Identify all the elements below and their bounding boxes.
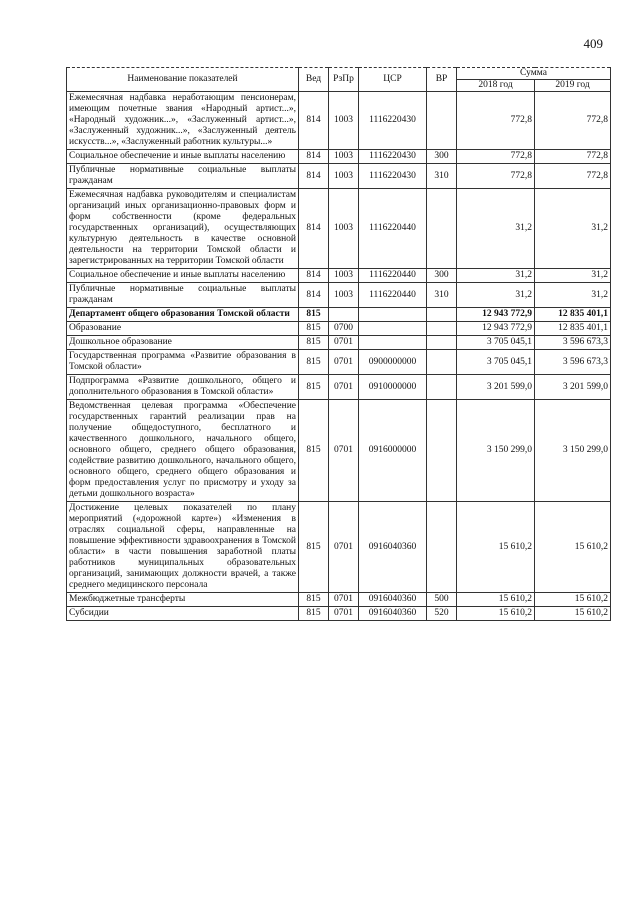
row-amount-2018: 3 705 045,1 [457, 336, 535, 350]
row-rzpr: 1003 [329, 189, 359, 269]
row-csr: 1116220440 [359, 283, 427, 308]
row-amount-2018: 3 201 599,0 [457, 375, 535, 400]
row-ved: 815 [299, 322, 329, 336]
row-ved: 814 [299, 189, 329, 269]
row-amount-2019: 3 150 299,0 [535, 400, 611, 502]
row-csr: 0910000000 [359, 375, 427, 400]
row-amount-2019: 12 835 401,1 [535, 308, 611, 322]
row-ved: 815 [299, 502, 329, 593]
row-rzpr: 1003 [329, 150, 359, 164]
row-name: Государственная программа «Развитие образования в Томской области» [67, 350, 299, 375]
row-vr [427, 375, 457, 400]
row-csr [359, 308, 427, 322]
row-ved: 815 [299, 375, 329, 400]
row-amount-2018: 12 943 772,9 [457, 308, 535, 322]
row-vr [427, 400, 457, 502]
row-vr [427, 336, 457, 350]
row-amount-2019: 3 201 599,0 [535, 375, 611, 400]
row-amount-2019: 3 596 673,3 [535, 350, 611, 375]
row-csr [359, 336, 427, 350]
table-row [67, 308, 611, 322]
row-amount-2018: 772,8 [457, 92, 535, 150]
row-csr: 1116220430 [359, 164, 427, 189]
table-row [67, 283, 611, 308]
header-sum: Сумма [457, 68, 611, 80]
header-name: Наименование показателей [67, 68, 299, 92]
row-name: Социальное обеспечение и иные выплаты населению [67, 150, 299, 164]
header-year-2018: 2018 год [457, 80, 535, 92]
row-vr: 310 [427, 283, 457, 308]
table-row [67, 269, 611, 283]
row-amount-2019: 772,8 [535, 92, 611, 150]
table-row [67, 350, 611, 375]
row-amount-2018: 31,2 [457, 269, 535, 283]
row-name: Ведомственная целевая программа «Обеспечение государственных гарантий реализации прав на получение общедоступного, бесплатного и качественного дошкольного, начального общего, основного общего, среднего общего образования, содействие развитию дошкольного, начального общего, основного общего, среднего общего образования и форм предоставления услуг по присмотру и уходу за детьми дошкольного возраста» [67, 400, 299, 502]
row-rzpr: 0701 [329, 375, 359, 400]
row-csr: 1116220430 [359, 150, 427, 164]
row-amount-2019: 3 596 673,3 [535, 336, 611, 350]
row-vr: 500 [427, 593, 457, 607]
table-row [67, 150, 611, 164]
row-amount-2019: 31,2 [535, 283, 611, 308]
row-vr: 300 [427, 269, 457, 283]
row-amount-2019: 772,8 [535, 164, 611, 189]
row-rzpr: 1003 [329, 164, 359, 189]
row-amount-2019: 772,8 [535, 150, 611, 164]
row-vr [427, 308, 457, 322]
row-name: Ежемесячная надбавка неработающим пенсионерам, имеющим почетные звания «Народный артист...», «Народный художник...», «Заслуженный артист...», «Заслуженный художник...», «Заслуженный деятель искусств...», «Заслуженный работник культуры...» [67, 92, 299, 150]
row-amount-2018: 15 610,2 [457, 502, 535, 593]
row-csr: 0916040360 [359, 593, 427, 607]
row-ved: 815 [299, 308, 329, 322]
row-vr [427, 322, 457, 336]
header-csr: ЦСР [359, 68, 427, 92]
row-rzpr: 0701 [329, 607, 359, 621]
row-name: Публичные нормативные социальные выплаты гражданам [67, 283, 299, 308]
table-row [67, 375, 611, 400]
row-name: Дошкольное образование [67, 336, 299, 350]
row-amount-2019: 15 610,2 [535, 502, 611, 593]
row-rzpr: 0701 [329, 400, 359, 502]
table-row [67, 400, 611, 502]
row-name: Ежемесячная надбавка руководителям и специалистам организаций иных организационно-правовых форм и форм собственности (кроме федеральных государственных организаций), осуществляющих культурную деятельность в качестве основной деятельности на территории Томской области и зарегистрированных на территории Томской области [67, 189, 299, 269]
header-vr: ВР [427, 68, 457, 92]
row-csr: 1116220430 [359, 92, 427, 150]
table-row [67, 607, 611, 621]
row-vr: 520 [427, 607, 457, 621]
row-name: Социальное обеспечение и иные выплаты населению [67, 269, 299, 283]
table-row [67, 336, 611, 350]
row-ved: 814 [299, 269, 329, 283]
row-vr [427, 92, 457, 150]
row-ved: 815 [299, 400, 329, 502]
row-amount-2018: 15 610,2 [457, 593, 535, 607]
row-csr: 0916040360 [359, 502, 427, 593]
row-vr: 310 [427, 164, 457, 189]
row-ved: 814 [299, 164, 329, 189]
row-csr: 0900000000 [359, 350, 427, 375]
row-amount-2018: 3 705 045,1 [457, 350, 535, 375]
table-row [67, 322, 611, 336]
row-amount-2018: 12 943 772,9 [457, 322, 535, 336]
row-ved: 815 [299, 336, 329, 350]
row-name: Образование [67, 322, 299, 336]
table-row [67, 92, 611, 150]
row-name: Департамент общего образования Томской области [67, 308, 299, 322]
header-rzpr: РзПр [329, 68, 359, 92]
table-row [67, 189, 611, 269]
row-amount-2018: 3 150 299,0 [457, 400, 535, 502]
row-amount-2019: 31,2 [535, 189, 611, 269]
row-rzpr: 1003 [329, 283, 359, 308]
row-csr: 0916040360 [359, 607, 427, 621]
row-name: Межбюджетные трансферты [67, 593, 299, 607]
row-rzpr: 0701 [329, 336, 359, 350]
header-year-2019: 2019 год [535, 80, 611, 92]
row-rzpr: 1003 [329, 269, 359, 283]
row-rzpr: 0701 [329, 593, 359, 607]
row-ved: 814 [299, 283, 329, 308]
row-vr [427, 189, 457, 269]
table-row [67, 502, 611, 593]
page-number: 409 [583, 36, 603, 51]
row-rzpr: 0701 [329, 350, 359, 375]
row-ved: 814 [299, 150, 329, 164]
budget-table [66, 67, 611, 621]
row-ved: 815 [299, 607, 329, 621]
row-name: Публичные нормативные социальные выплаты гражданам [67, 164, 299, 189]
row-vr [427, 350, 457, 375]
row-vr [427, 502, 457, 593]
row-csr: 1116220440 [359, 189, 427, 269]
header-ved: Вед [299, 68, 329, 92]
row-csr [359, 322, 427, 336]
row-ved: 814 [299, 92, 329, 150]
row-rzpr: 1003 [329, 92, 359, 150]
table-row [67, 593, 611, 607]
table-row [67, 164, 611, 189]
table-body [67, 92, 611, 621]
row-amount-2018: 772,8 [457, 150, 535, 164]
row-amount-2018: 31,2 [457, 189, 535, 269]
row-ved: 815 [299, 350, 329, 375]
row-amount-2018: 772,8 [457, 164, 535, 189]
row-csr: 0916000000 [359, 400, 427, 502]
row-name: Субсидии [67, 607, 299, 621]
row-amount-2018: 15 610,2 [457, 607, 535, 621]
row-rzpr [329, 308, 359, 322]
row-name: Подпрограмма «Развитие дошкольного, общего и дополнительного образования в Томской области» [67, 375, 299, 400]
row-amount-2019: 15 610,2 [535, 607, 611, 621]
row-amount-2019: 31,2 [535, 269, 611, 283]
row-vr: 300 [427, 150, 457, 164]
row-rzpr: 0700 [329, 322, 359, 336]
row-amount-2018: 31,2 [457, 283, 535, 308]
row-amount-2019: 15 610,2 [535, 593, 611, 607]
row-rzpr: 0701 [329, 502, 359, 593]
row-ved: 815 [299, 593, 329, 607]
row-name: Достижение целевых показателей по плану мероприятий («дорожной карте») «Изменения в отраслях социальной сферы, направленные на повышение эффективности здравоохранения в Томской области» в части повышения заработной платы работников муниципальных образовательных организаций, занимающих должности врачей, а также среднего медицинского персонала [67, 502, 299, 593]
row-csr: 1116220440 [359, 269, 427, 283]
row-amount-2019: 12 835 401,1 [535, 322, 611, 336]
